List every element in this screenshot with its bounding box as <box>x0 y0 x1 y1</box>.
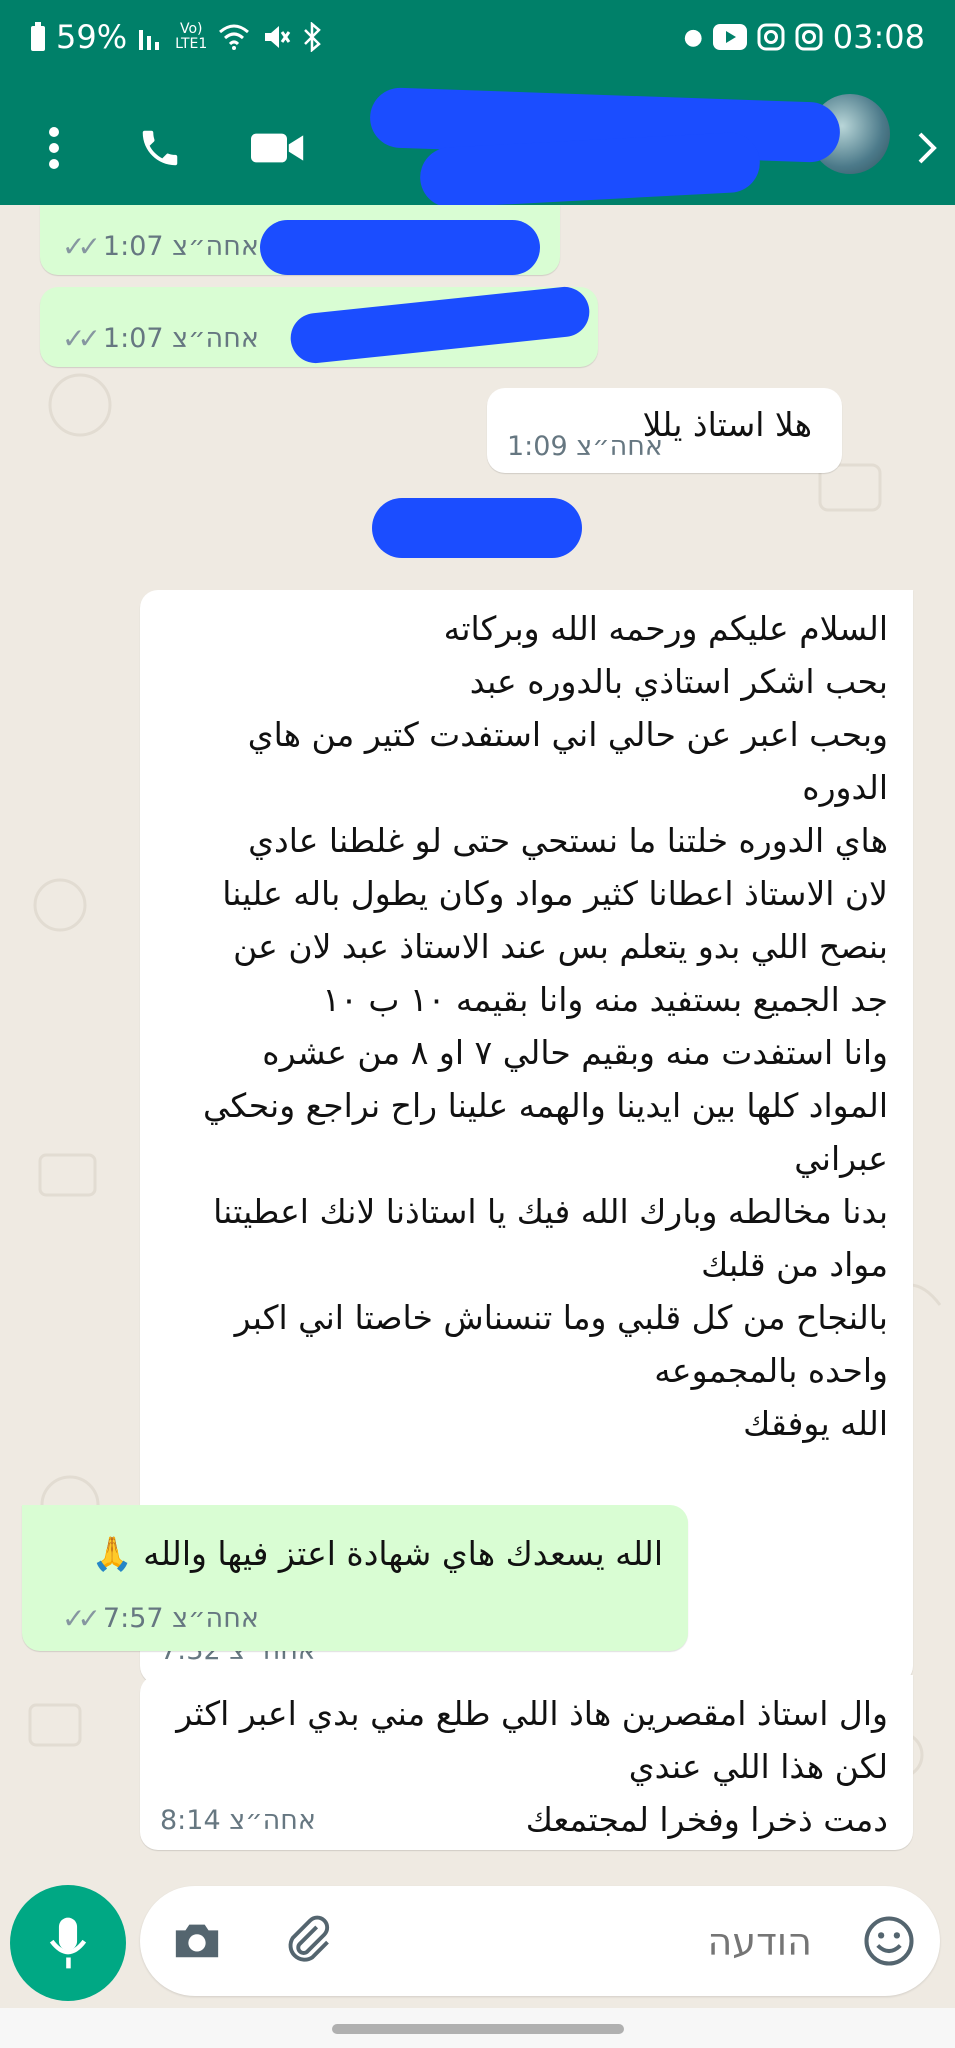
instagram-icon <box>757 23 785 51</box>
more-options-button[interactable] <box>24 118 84 178</box>
youtube-icon <box>713 24 747 50</box>
phone-icon <box>137 125 183 171</box>
message-time: 1:07 אחה״צ <box>102 323 259 354</box>
video-call-button[interactable] <box>248 118 308 178</box>
status-left <box>30 18 323 56</box>
message-meta <box>62 230 259 263</box>
message-bubble-incoming[interactable] <box>487 388 842 473</box>
redaction-mark <box>372 498 582 558</box>
message-text: وال استاذ امقصرين هاذ اللي طلع مني بدي اعبر اكثر لكن هذا اللي عندي دمت ذخرا وفخرا لمجتمعك <box>176 1694 888 1839</box>
attach-button[interactable] <box>282 1914 334 1970</box>
instagram-icon-2 <box>795 23 823 51</box>
home-gesture-handle[interactable] <box>332 2024 624 2034</box>
emoji-icon <box>862 1914 916 1968</box>
message-bubble-incoming[interactable] <box>140 1675 913 1850</box>
battery-icon <box>30 22 46 52</box>
volte-label: Vo) <box>179 21 203 37</box>
message-meta <box>160 1805 316 1836</box>
bluetooth-icon <box>301 22 323 52</box>
back-arrow-icon <box>912 128 942 168</box>
read-receipt-icon: ✓✓ <box>62 230 93 263</box>
message-time: 1:07 אחה״צ <box>102 231 259 262</box>
message-text: الله يسعدك هاي شهادة اعتز فيها والله 🙏 <box>91 1534 663 1573</box>
message-bubble-outgoing[interactable] <box>22 1505 688 1651</box>
message-composer <box>140 1886 940 1996</box>
clock: 03:08 <box>832 18 925 56</box>
emoji-button[interactable] <box>862 1914 916 1972</box>
voice-call-button[interactable] <box>130 118 190 178</box>
message-time: 7:57 אחה״צ <box>102 1603 259 1634</box>
attach-icon <box>282 1914 334 1966</box>
mute-icon <box>261 22 291 52</box>
notification-dot: ● <box>683 24 703 50</box>
voice-record-button[interactable] <box>10 1885 126 2001</box>
camera-button[interactable] <box>172 1918 222 1966</box>
message-text: هلا استاذ يللا <box>642 405 812 444</box>
mic-icon <box>46 1914 90 1972</box>
more-vert-icon <box>48 126 60 170</box>
message-input[interactable] <box>390 1911 814 1973</box>
message-text: السلام عليكم ورحمه الله وبركاته بحب اشكر استاذي بالدوره عبد وبحب اعبر عن حالي اني استفدت كتير من هاي الدوره هاي الدوره خلتنا ما نستحي حتى لو غلطنا عادي لان الاستاذ اعطانا كثير مواد وكان يطول باله علينا بنصح اللي بدو يتعلم بس عند الاستاذ عبد لان عن جد الجميع بستفيد منه وانا بقيمه ١٠ ب ١٠ وانا استفدت منه وبقيم حالي ٧ او ٨ من عشره المواد كلها بين ايدينا والهمه علينا راح نراجع ونحكي عبراني بدنا مخالطه وبارك الله فيك يا استاذنا لانك اعطيتنا مواد من قلبك بالنجاح من كل قلبي وما تنسناش خاصتا اني اكبر واحده بالمجموعه الله يوفقك <box>203 609 888 1443</box>
volte-indicator <box>175 22 207 52</box>
message-meta <box>62 1602 259 1635</box>
message-meta <box>62 322 259 355</box>
message-time: 8:14 אחה״צ <box>160 1805 316 1836</box>
network-label: LTE1 <box>175 36 208 52</box>
status-bar <box>0 0 955 88</box>
wifi-icon <box>217 22 251 52</box>
status-right <box>684 18 925 56</box>
read-receipt-icon: ✓✓ <box>62 322 93 355</box>
message-time: 1:09 אחה״צ <box>507 431 663 462</box>
back-button[interactable] <box>905 118 949 178</box>
redaction-mark <box>260 220 540 275</box>
message-meta <box>507 431 663 462</box>
video-call-icon <box>251 130 305 166</box>
battery-percent: 59% <box>56 18 128 56</box>
camera-icon <box>172 1918 222 1962</box>
system-nav-bar <box>0 2008 955 2048</box>
signal-icon <box>137 22 165 52</box>
read-receipt-icon: ✓✓ <box>62 1602 93 1635</box>
